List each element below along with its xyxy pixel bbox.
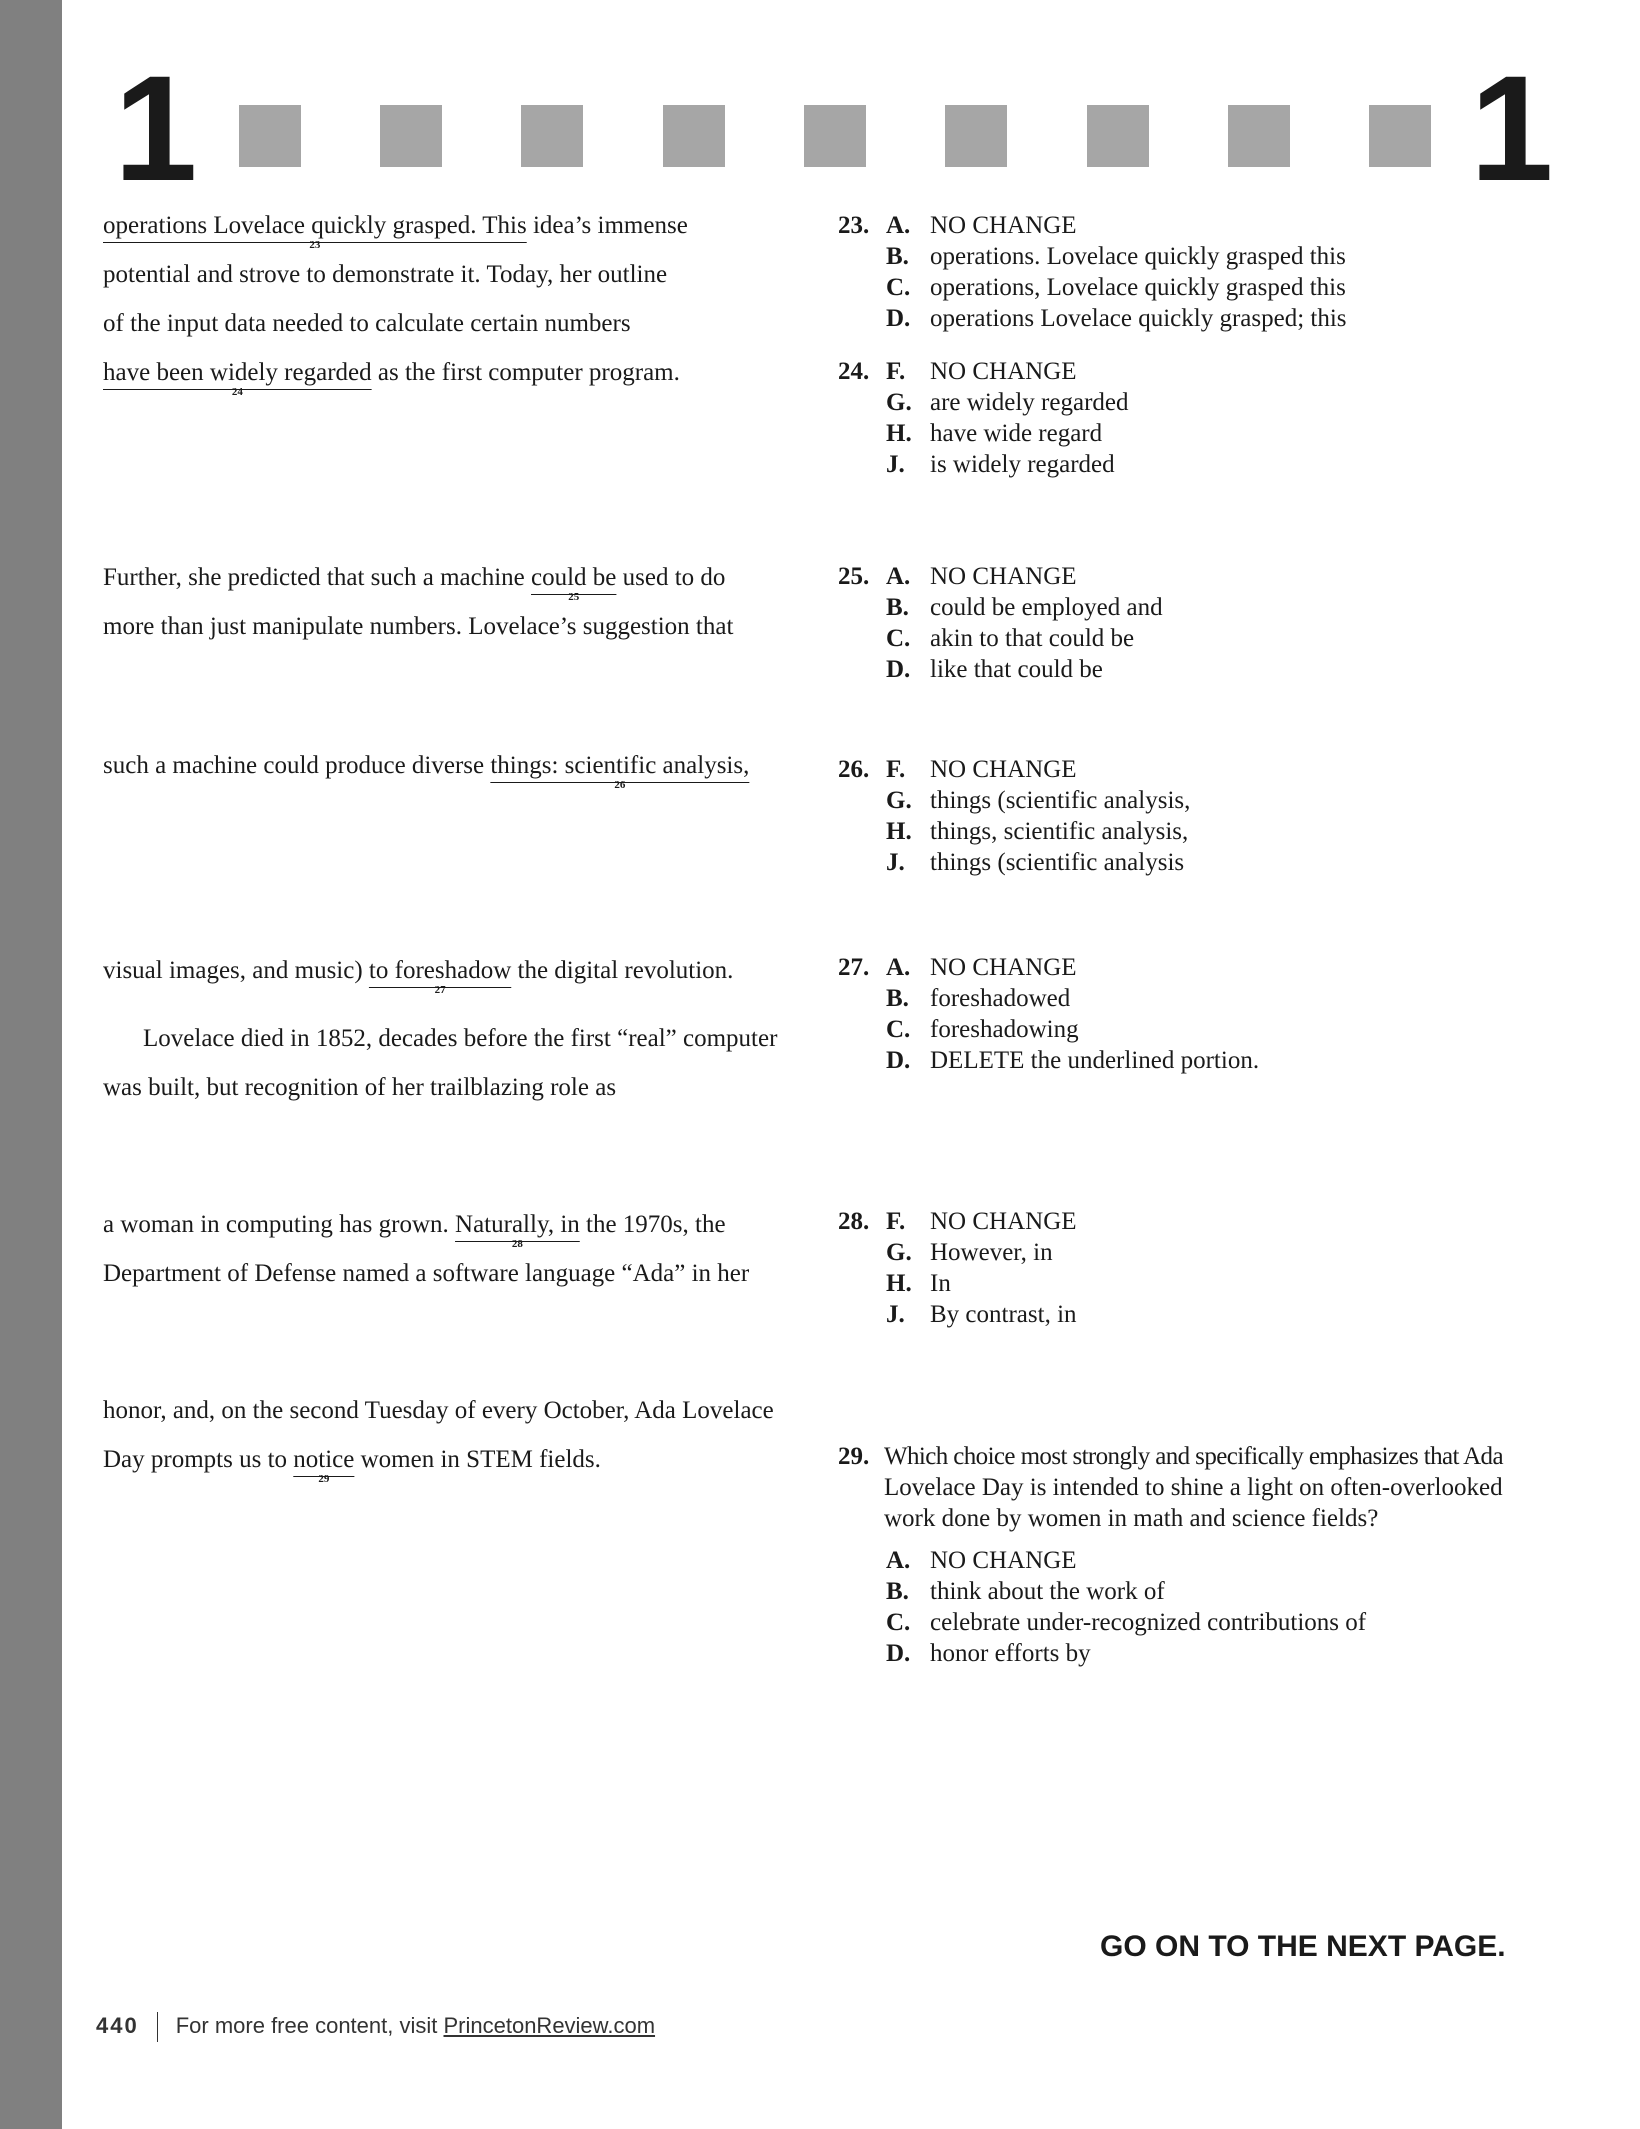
page-number: 440 bbox=[96, 2012, 139, 2038]
question-ref-29: 29 bbox=[318, 1473, 330, 1485]
option-26-j[interactable]: things (scientific analysis bbox=[930, 849, 1185, 876]
marker-square bbox=[521, 105, 583, 167]
option-25-d[interactable]: like that could be bbox=[930, 656, 1103, 683]
underlined-portion-28: Naturally, in 28 bbox=[455, 1211, 580, 1250]
option-23-c[interactable]: operations, Lovelace quickly grasped this bbox=[930, 274, 1346, 301]
page-side-bar bbox=[0, 0, 62, 2129]
question-29: A. NO CHANGE B. think about the work of C. celebrate under-recognized contributions of D. honor efforts by bbox=[838, 1545, 1538, 1669]
marker-square bbox=[1369, 105, 1431, 167]
question-27: 27. A. NO CHANGE B. foreshadowed C. foreshadowing D. DELETE the underlined portion. bbox=[838, 952, 1538, 1076]
footer-divider bbox=[157, 2012, 158, 2042]
option-24-g[interactable]: are widely regarded bbox=[930, 389, 1129, 416]
question-23: 23. A. NO CHANGE B. operations. Lovelace quickly grasped this C. operations, Lovelace quickly grasped this D. operations Lovelace quickly grasped; this bbox=[838, 210, 1538, 334]
marker-square bbox=[663, 105, 725, 167]
option-23-d[interactable]: operations Lovelace quickly grasped; this bbox=[930, 305, 1347, 332]
marker-square bbox=[945, 105, 1007, 167]
option-29-d[interactable]: honor efforts by bbox=[930, 1640, 1091, 1667]
marker-square bbox=[239, 105, 301, 167]
option-28-j[interactable]: By contrast, in bbox=[930, 1301, 1077, 1328]
footer-text: For more free content, visit bbox=[175, 2012, 444, 2038]
option-25-c[interactable]: akin to that could be bbox=[930, 625, 1135, 652]
underlined-portion-25: could be 25 bbox=[531, 564, 617, 603]
option-27-b[interactable]: foreshadowed bbox=[930, 985, 1071, 1012]
question-ref-27: 27 bbox=[434, 984, 446, 996]
option-24-f[interactable]: NO CHANGE bbox=[930, 358, 1077, 385]
question-ref-25: 25 bbox=[568, 591, 580, 603]
option-29-a[interactable]: NO CHANGE bbox=[930, 1547, 1077, 1574]
option-28-g[interactable]: However, in bbox=[930, 1239, 1053, 1266]
marker-square bbox=[1087, 105, 1149, 167]
passage-block-1: operations Lovelace quickly grasped. This 23 idea’s immense potential and strove to demonstrate it. Today, her outline of the input data needed to calculate certain numbers have been widely regarded 24 as the first computer program. bbox=[103, 201, 823, 397]
underlined-portion-24: have been widely regarded 24 bbox=[103, 359, 372, 398]
question-ref-24: 24 bbox=[231, 386, 243, 398]
question-26: 26. F. NO CHANGE G. things (scientific analysis, H. things, scientific analysis, J. things (scientific analysis bbox=[838, 754, 1538, 878]
option-26-h[interactable]: things, scientific analysis, bbox=[930, 818, 1189, 845]
underlined-portion-29: notice 29 bbox=[293, 1446, 355, 1485]
option-24-h[interactable]: have wide regard bbox=[930, 420, 1103, 447]
passage-block-2: Further, she predicted that such a machine could be 25 used to do more than just manipulate numbers. Lovelace’s suggestion that bbox=[103, 553, 823, 651]
question-ref-23: 23 bbox=[309, 239, 321, 251]
option-28-h[interactable]: In bbox=[930, 1270, 951, 1297]
option-28-f[interactable]: NO CHANGE bbox=[930, 1208, 1077, 1235]
option-29-b[interactable]: think about the work of bbox=[930, 1578, 1165, 1605]
option-23-b[interactable]: operations. Lovelace quickly grasped this bbox=[930, 243, 1346, 270]
option-25-a[interactable]: NO CHANGE bbox=[930, 563, 1077, 590]
marker-square bbox=[380, 105, 442, 167]
marker-square bbox=[1228, 105, 1290, 167]
option-25-b[interactable]: could be employed and bbox=[930, 594, 1163, 621]
question-24: 24. F. NO CHANGE G. are widely regarded H. have wide regard J. is widely regarded bbox=[838, 356, 1538, 480]
underlined-portion-23: operations Lovelace quickly grasped. This 23 bbox=[103, 212, 527, 251]
question-ref-26: 26 bbox=[614, 779, 626, 791]
footer-link[interactable]: PrincetonReview.com bbox=[443, 2012, 656, 2038]
section-number-right: 1 bbox=[1470, 44, 1554, 212]
underlined-portion-27: to foreshadow 27 bbox=[368, 957, 512, 996]
question-28: 28. F. NO CHANGE G. However, in H. In J. By contrast, in bbox=[838, 1206, 1538, 1330]
passage-block-3: such a machine could produce diverse things: scientific analysis, 26 bbox=[103, 741, 823, 790]
question-ref-28: 28 bbox=[511, 1238, 523, 1250]
marker-square bbox=[804, 105, 866, 167]
option-29-c[interactable]: celebrate under-recognized contributions of bbox=[930, 1609, 1367, 1636]
option-27-a[interactable]: NO CHANGE bbox=[930, 954, 1077, 981]
option-27-c[interactable]: foreshadowing bbox=[930, 1016, 1079, 1043]
passage-block-6: honor, and, on the second Tuesday of every October, Ada Lovelace Day prompts us to notice 29 women in STEM fields. bbox=[103, 1397, 774, 1485]
passage-block-5: a woman in computing has grown. Naturally, in 28 the 1970s, the Department of Defense named a software language “Ada” in her bbox=[103, 1200, 823, 1298]
option-27-d[interactable]: DELETE the underlined portion. bbox=[930, 1047, 1260, 1074]
option-26-f[interactable]: NO CHANGE bbox=[930, 756, 1077, 783]
go-on-notice: GO ON TO THE NEXT PAGE. bbox=[1100, 1930, 1506, 1963]
section-number-left: 1 bbox=[114, 44, 198, 212]
passage-block-4: visual images, and music) to foreshadow 27 the digital revolution. Lovelace died in 1852, decades before the first “real” computer was built, but recognition of her trailblazing role as bbox=[103, 946, 823, 1112]
option-26-g[interactable]: things (scientific analysis, bbox=[930, 787, 1191, 814]
underlined-portion-26: things: scientific analysis, 26 bbox=[490, 752, 750, 791]
option-23-a[interactable]: NO CHANGE bbox=[930, 212, 1077, 239]
question-25: 25. A. NO CHANGE B. could be employed and C. akin to that could be D. like that could be bbox=[838, 561, 1538, 685]
question-29-stem: 29. Which choice most strongly and specifically emphasizes that Ada Lovelace Day is intended to shine a light on often-overlooked work done by women in math and science fields? bbox=[838, 1443, 1503, 1532]
option-24-j[interactable]: is widely regarded bbox=[930, 451, 1115, 478]
page-footer bbox=[96, 2012, 655, 2042]
